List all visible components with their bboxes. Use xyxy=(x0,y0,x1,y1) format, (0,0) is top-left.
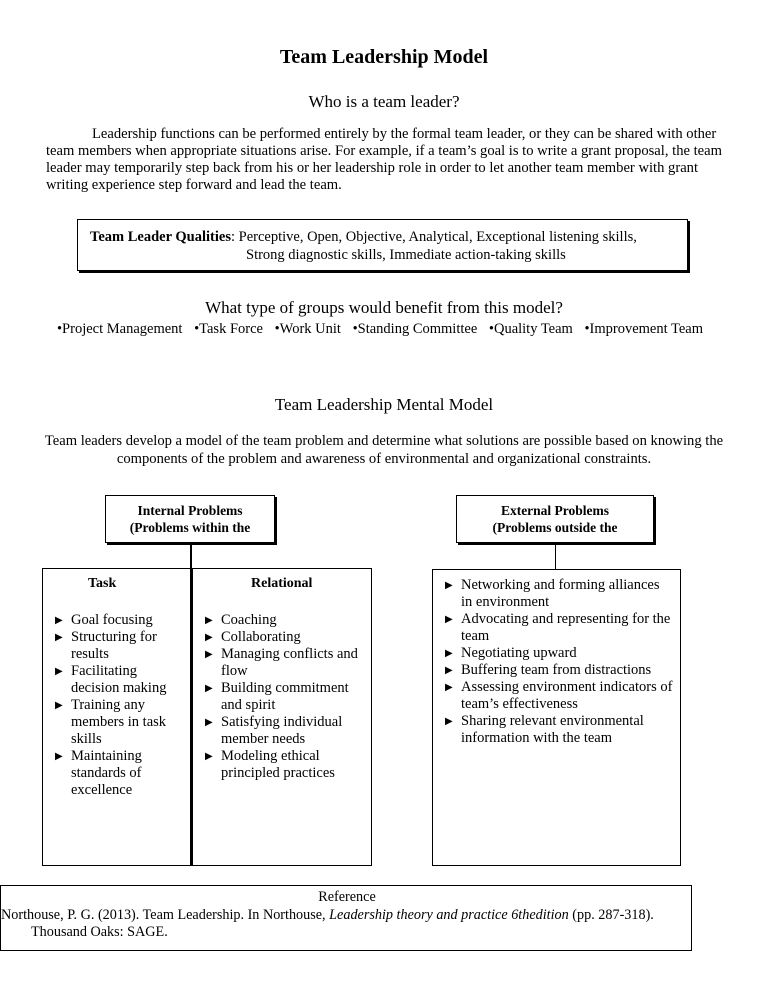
qualities-label: Team Leader Qualities xyxy=(90,229,231,245)
task-list xyxy=(53,612,188,799)
internal-problems-box xyxy=(105,495,275,543)
groups-heading: What type of groups would benefit from this model? xyxy=(205,298,563,317)
external-column xyxy=(432,569,681,866)
list-item: ▶ Modeling ethical principled practices xyxy=(203,748,368,782)
list-item: ▶ Buffering team from distractions xyxy=(443,662,673,679)
external-problems-box xyxy=(456,495,654,543)
group-item: •Improvement Team xyxy=(584,321,704,337)
list-item: ▶ Coaching xyxy=(203,612,368,629)
who-heading: Who is a team leader? xyxy=(308,92,460,111)
mental-model-paragraph: Team leaders develop a model of the team problem and determine what solutions are possible based on knowing the components of the problem and awareness of environmental and organizational constraints. xyxy=(44,433,724,467)
relational-list xyxy=(203,612,368,782)
list-item: ▶ Sharing relevant environmental information with the team xyxy=(443,713,673,747)
list-item: ▶ Negotiating upward xyxy=(443,645,673,662)
page-title: Team Leadership Model xyxy=(279,46,489,68)
list-item: ▶ Networking and forming alliances in environment xyxy=(443,577,673,611)
list-item: ▶ Facilitating decision making xyxy=(53,663,188,697)
relational-column xyxy=(192,568,372,866)
reference-heading: Reference xyxy=(318,889,376,905)
list-item: ▶ Collaborating xyxy=(203,629,368,646)
reference-text-after: (pp. 287-318). Thousand Oaks: SAGE. xyxy=(31,907,654,940)
task-column xyxy=(42,568,192,866)
list-item: ▶ Goal focusing xyxy=(53,612,188,629)
external-connector xyxy=(555,545,556,570)
external-title-1: External Problems xyxy=(500,503,610,518)
group-item: •Work Unit xyxy=(274,321,341,337)
list-item: ▶ Maintaining standards of excellence xyxy=(53,748,188,799)
list-item: ▶ Advocating and representing for the team xyxy=(443,611,673,645)
group-item: •Task Force xyxy=(194,321,263,337)
list-item: ▶ Training any members in task skills xyxy=(53,697,188,748)
task-heading: Task xyxy=(88,576,117,591)
list-item: ▶ Building commitment and spirit xyxy=(203,680,368,714)
group-item: •Standing Committee xyxy=(352,321,478,337)
list-item: ▶ Structuring for results xyxy=(53,629,188,663)
qualities-line-1 xyxy=(90,229,637,246)
reference-text-before: Northouse, P. G. (2013). Team Leadership. In Northouse, xyxy=(1,907,330,923)
qualities-box xyxy=(77,219,688,271)
list-item: ▶ Assessing environment indicators of team’s effectiveness xyxy=(443,679,673,713)
reference-box xyxy=(0,885,692,951)
reference-citation xyxy=(1,907,656,941)
external-list xyxy=(443,577,673,747)
relational-heading: Relational xyxy=(251,576,313,591)
group-item: •Quality Team xyxy=(488,321,573,337)
reference-book-title: Leadership theory and practice 6thedition xyxy=(329,907,569,923)
external-title-2: (Problems outside the xyxy=(492,520,618,535)
group-item: •Project Management xyxy=(56,321,183,337)
groups-list xyxy=(0,321,768,338)
mental-model-heading: Team Leadership Mental Model xyxy=(274,395,494,414)
internal-title-2: (Problems within the xyxy=(129,520,251,535)
internal-title-1: Internal Problems xyxy=(137,503,243,518)
who-paragraph: Leadership functions can be performed entirely by the formal team leader, or they can be shared with other team members when appropriate situations arise. For example, if a team’s goal is to write a grant proposal, the team leader may temporarily step back from his or her leadership role in order to let another team member with grant writing experience step forward and lead the team. xyxy=(46,126,722,193)
qualities-text-2: Strong diagnostic skills, Immediate action-taking skills xyxy=(246,247,566,263)
qualities-text-1: : Perceptive, Open, Objective, Analytical, Exceptional listening skills, xyxy=(230,229,637,245)
list-item: ▶ Satisfying individual member needs xyxy=(203,714,368,748)
list-item: ▶ Managing conflicts and flow xyxy=(203,646,368,680)
